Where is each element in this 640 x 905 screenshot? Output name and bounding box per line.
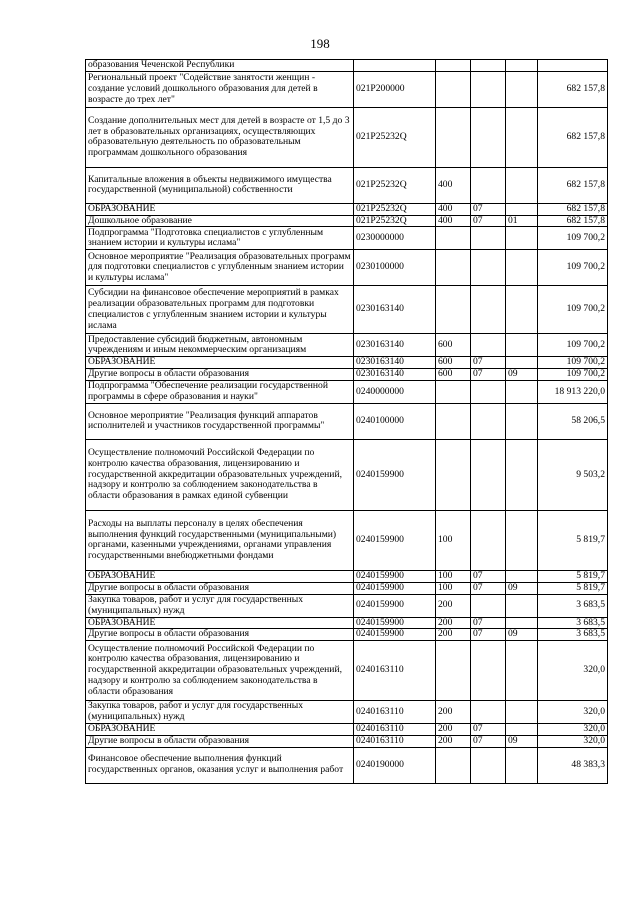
table-row bbox=[86, 369, 608, 381]
row-expense-type-cell: 200 bbox=[436, 629, 471, 641]
row-code-cell: 0240000000 bbox=[354, 380, 436, 403]
row-code-cell bbox=[354, 60, 436, 72]
row-section-cell bbox=[471, 594, 506, 617]
row-section-cell bbox=[471, 227, 506, 250]
row-subsection-cell bbox=[506, 227, 538, 250]
row-code-cell: 021P25232Q bbox=[354, 215, 436, 227]
row-subsection-cell bbox=[506, 747, 538, 783]
row-expense-type-cell bbox=[436, 250, 471, 286]
row-subsection-cell bbox=[506, 701, 538, 724]
row-subsection-cell bbox=[506, 594, 538, 617]
row-code-cell: 0230163140 bbox=[354, 357, 436, 369]
row-subsection-cell: 09 bbox=[506, 582, 538, 594]
row-subsection-cell bbox=[506, 380, 538, 403]
row-name-cell: Другие вопросы в области образования bbox=[86, 735, 354, 747]
row-code-cell: 0240163110 bbox=[354, 735, 436, 747]
row-subsection-cell bbox=[506, 334, 538, 357]
row-code-cell: 0240159900 bbox=[354, 617, 436, 629]
table-row bbox=[86, 617, 608, 629]
row-section-cell: 07 bbox=[471, 215, 506, 227]
row-section-cell bbox=[471, 380, 506, 403]
row-name-cell: Дошкольное образование bbox=[86, 215, 354, 227]
row-name-cell: ОБРАЗОВАНИЕ bbox=[86, 570, 354, 582]
row-name-cell: Финансовое обеспечение выполнения функций государственных органов, оказания услуг и выполнения работ bbox=[86, 747, 354, 783]
table-row bbox=[86, 570, 608, 582]
table-row bbox=[86, 510, 608, 570]
row-subsection-cell bbox=[506, 60, 538, 72]
row-code-cell: 0230163140 bbox=[354, 286, 436, 334]
row-name-cell: Осуществление полномочий Российской Федерации по контролю качества образования, лицензированию и государственной аккредитации образовательных учреждений, надзору и контролю за соблюдением законодательства в области образования в рамках единой субвенции bbox=[86, 439, 354, 510]
row-name-cell: Предоставление субсидий бюджетным, автономным учреждениям и иным некоммерческим организациям bbox=[86, 334, 354, 357]
row-expense-type-cell: 100 bbox=[436, 582, 471, 594]
row-section-cell: 07 bbox=[471, 724, 506, 736]
row-expense-type-cell bbox=[436, 403, 471, 439]
row-name-cell: ОБРАЗОВАНИЕ bbox=[86, 617, 354, 629]
row-code-cell: 0230100000 bbox=[354, 250, 436, 286]
table-row bbox=[86, 215, 608, 227]
row-amount-cell: 9 503,2 bbox=[538, 439, 608, 510]
row-subsection-cell bbox=[506, 403, 538, 439]
row-code-cell: 0240163110 bbox=[354, 724, 436, 736]
row-section-cell bbox=[471, 701, 506, 724]
row-amount-cell: 48 383,3 bbox=[538, 747, 608, 783]
table-row bbox=[86, 701, 608, 724]
row-name-cell: Региональный проект "Содействие занятости женщин - создание условий дошкольного образования для детей в возрасте до трех лет" bbox=[86, 71, 354, 107]
row-subsection-cell bbox=[506, 617, 538, 629]
row-name-cell: Закупка товаров, работ и услуг для государственных (муниципальных) нужд bbox=[86, 594, 354, 617]
row-expense-type-cell bbox=[436, 227, 471, 250]
row-subsection-cell: 09 bbox=[506, 629, 538, 641]
row-expense-type-cell: 400 bbox=[436, 167, 471, 203]
row-amount-cell: 109 700,2 bbox=[538, 369, 608, 381]
row-section-cell bbox=[471, 107, 506, 167]
row-expense-type-cell bbox=[436, 107, 471, 167]
row-section-cell: 07 bbox=[471, 357, 506, 369]
row-subsection-cell bbox=[506, 71, 538, 107]
table-row bbox=[86, 594, 608, 617]
row-expense-type-cell: 200 bbox=[436, 617, 471, 629]
table-row bbox=[86, 203, 608, 215]
row-name-cell: Другие вопросы в области образования bbox=[86, 629, 354, 641]
row-subsection-cell bbox=[506, 203, 538, 215]
table-row bbox=[86, 403, 608, 439]
row-section-cell bbox=[471, 167, 506, 203]
row-name-cell: образования Чеченской Республики bbox=[86, 60, 354, 72]
table-row bbox=[86, 735, 608, 747]
row-subsection-cell bbox=[506, 439, 538, 510]
row-section-cell bbox=[471, 641, 506, 701]
table-row bbox=[86, 357, 608, 369]
row-subsection-cell: 09 bbox=[506, 735, 538, 747]
row-expense-type-cell bbox=[436, 641, 471, 701]
row-section-cell bbox=[471, 403, 506, 439]
row-expense-type-cell bbox=[436, 439, 471, 510]
row-name-cell: Подпрограмма "Подготовка специалистов с углубленным знанием истории и культуры ислама" bbox=[86, 227, 354, 250]
row-amount-cell: 109 700,2 bbox=[538, 227, 608, 250]
row-code-cell: 0240159900 bbox=[354, 582, 436, 594]
row-code-cell: 0230163140 bbox=[354, 334, 436, 357]
table-row bbox=[86, 250, 608, 286]
row-amount-cell: 3 683,5 bbox=[538, 629, 608, 641]
row-amount-cell: 682 157,8 bbox=[538, 167, 608, 203]
row-name-cell: Субсидии на финансовое обеспечение мероприятий в рамках реализации образовательных программ для подготовки специалистов с углубленным знанием истории и культуры ислама bbox=[86, 286, 354, 334]
row-expense-type-cell: 200 bbox=[436, 701, 471, 724]
table-row bbox=[86, 286, 608, 334]
row-subsection-cell bbox=[506, 167, 538, 203]
row-amount-cell: 109 700,2 bbox=[538, 357, 608, 369]
row-subsection-cell bbox=[506, 724, 538, 736]
row-code-cell: 0230163140 bbox=[354, 369, 436, 381]
row-section-cell: 07 bbox=[471, 570, 506, 582]
row-amount-cell: 5 819,7 bbox=[538, 582, 608, 594]
row-name-cell: ОБРАЗОВАНИЕ bbox=[86, 357, 354, 369]
row-expense-type-cell: 100 bbox=[436, 510, 471, 570]
row-amount-cell: 3 683,5 bbox=[538, 617, 608, 629]
row-subsection-cell bbox=[506, 641, 538, 701]
table-row bbox=[86, 641, 608, 701]
row-amount-cell: 682 157,8 bbox=[538, 215, 608, 227]
table-row bbox=[86, 439, 608, 510]
table-row bbox=[86, 334, 608, 357]
row-name-cell: Расходы на выплаты персоналу в целях обеспечения выполнения функций государственными (муниципальными) органами, казенными учреждениями, органами управления государственными внебюджетными фондами bbox=[86, 510, 354, 570]
row-amount-cell: 682 157,8 bbox=[538, 203, 608, 215]
row-amount-cell: 109 700,2 bbox=[538, 286, 608, 334]
row-name-cell: ОБРАЗОВАНИЕ bbox=[86, 203, 354, 215]
row-expense-type-cell bbox=[436, 747, 471, 783]
row-amount-cell: 320,0 bbox=[538, 724, 608, 736]
budget-table bbox=[85, 59, 608, 784]
row-name-cell: Подпрограмма "Обеспечение реализации государственной программы в сфере образования и науки" bbox=[86, 380, 354, 403]
row-subsection-cell bbox=[506, 107, 538, 167]
row-name-cell: Осуществление полномочий Российской Федерации по контролю качества образования, лицензированию и государственной аккредитации образовательных учреждений, надзору и контролю за соблюдением законодательства в области образования bbox=[86, 641, 354, 701]
row-subsection-cell bbox=[506, 286, 538, 334]
row-expense-type-cell: 200 bbox=[436, 594, 471, 617]
row-code-cell: 0240159900 bbox=[354, 510, 436, 570]
row-section-cell: 07 bbox=[471, 629, 506, 641]
row-section-cell: 07 bbox=[471, 735, 506, 747]
row-expense-type-cell bbox=[436, 71, 471, 107]
row-amount-cell: 18 913 220,0 bbox=[538, 380, 608, 403]
row-section-cell bbox=[471, 286, 506, 334]
row-amount-cell: 682 157,8 bbox=[538, 107, 608, 167]
row-expense-type-cell: 600 bbox=[436, 334, 471, 357]
row-expense-type-cell: 600 bbox=[436, 369, 471, 381]
row-code-cell: 021P200000 bbox=[354, 71, 436, 107]
row-amount-cell: 5 819,7 bbox=[538, 510, 608, 570]
row-section-cell bbox=[471, 250, 506, 286]
row-subsection-cell: 01 bbox=[506, 215, 538, 227]
row-subsection-cell: 09 bbox=[506, 369, 538, 381]
row-expense-type-cell bbox=[436, 286, 471, 334]
row-section-cell bbox=[471, 439, 506, 510]
row-code-cell: 0240190000 bbox=[354, 747, 436, 783]
row-name-cell: Капитальные вложения в объекты недвижимого имущества государственной (муниципальной) собственности bbox=[86, 167, 354, 203]
table-row bbox=[86, 629, 608, 641]
budget-table-body bbox=[86, 60, 608, 784]
table-row bbox=[86, 380, 608, 403]
row-expense-type-cell: 200 bbox=[436, 735, 471, 747]
row-code-cell: 0240163110 bbox=[354, 701, 436, 724]
table-row bbox=[86, 71, 608, 107]
table-row bbox=[86, 582, 608, 594]
row-section-cell bbox=[471, 71, 506, 107]
row-expense-type-cell bbox=[436, 60, 471, 72]
row-amount-cell: 109 700,2 bbox=[538, 334, 608, 357]
row-name-cell: Создание дополнительных мест для детей в возрасте от 1,5 до 3 лет в образовательных организациях, осуществляющих образовательную деятельность по образовательным программам дошкольного образования bbox=[86, 107, 354, 167]
row-code-cell: 0240159900 bbox=[354, 439, 436, 510]
row-amount-cell: 58 206,5 bbox=[538, 403, 608, 439]
row-name-cell: Закупка товаров, работ и услуг для государственных (муниципальных) нужд bbox=[86, 701, 354, 724]
table-row bbox=[86, 724, 608, 736]
table-row bbox=[86, 227, 608, 250]
row-expense-type-cell: 400 bbox=[436, 203, 471, 215]
row-expense-type-cell: 600 bbox=[436, 357, 471, 369]
row-name-cell: Основное мероприятие "Реализация образовательных программ для подготовки специалистов с углубленным знанием истории и культуры ислама" bbox=[86, 250, 354, 286]
row-section-cell: 07 bbox=[471, 582, 506, 594]
row-section-cell: 07 bbox=[471, 617, 506, 629]
row-amount-cell: 320,0 bbox=[538, 735, 608, 747]
row-section-cell bbox=[471, 334, 506, 357]
row-amount-cell: 109 700,2 bbox=[538, 250, 608, 286]
row-amount-cell: 3 683,5 bbox=[538, 594, 608, 617]
row-amount-cell: 320,0 bbox=[538, 701, 608, 724]
row-expense-type-cell: 400 bbox=[436, 215, 471, 227]
row-code-cell: 021P25232Q bbox=[354, 203, 436, 215]
row-expense-type-cell: 100 bbox=[436, 570, 471, 582]
row-amount-cell: 320,0 bbox=[538, 641, 608, 701]
table-row bbox=[86, 167, 608, 203]
row-amount-cell bbox=[538, 60, 608, 72]
row-code-cell: 0240100000 bbox=[354, 403, 436, 439]
row-amount-cell: 682 157,8 bbox=[538, 71, 608, 107]
page-number: 198 bbox=[310, 36, 330, 51]
row-code-cell: 0230000000 bbox=[354, 227, 436, 250]
row-subsection-cell bbox=[506, 510, 538, 570]
row-name-cell: Основное мероприятие "Реализация функций аппаратов исполнителей и участников государственной программы" bbox=[86, 403, 354, 439]
row-section-cell: 07 bbox=[471, 203, 506, 215]
table-row bbox=[86, 107, 608, 167]
row-subsection-cell bbox=[506, 250, 538, 286]
row-subsection-cell bbox=[506, 357, 538, 369]
row-name-cell: ОБРАЗОВАНИЕ bbox=[86, 724, 354, 736]
row-subsection-cell bbox=[506, 570, 538, 582]
row-section-cell bbox=[471, 60, 506, 72]
row-code-cell: 0240159900 bbox=[354, 594, 436, 617]
row-code-cell: 0240163110 bbox=[354, 641, 436, 701]
table-row bbox=[86, 60, 608, 72]
row-code-cell: 021P25232Q bbox=[354, 107, 436, 167]
row-name-cell: Другие вопросы в области образования bbox=[86, 369, 354, 381]
row-section-cell: 07 bbox=[471, 369, 506, 381]
row-name-cell: Другие вопросы в области образования bbox=[86, 582, 354, 594]
row-section-cell bbox=[471, 510, 506, 570]
row-code-cell: 0240159900 bbox=[354, 570, 436, 582]
row-section-cell bbox=[471, 747, 506, 783]
row-expense-type-cell: 200 bbox=[436, 724, 471, 736]
row-code-cell: 021P25232Q bbox=[354, 167, 436, 203]
row-code-cell: 0240159900 bbox=[354, 629, 436, 641]
row-amount-cell: 5 819,7 bbox=[538, 570, 608, 582]
table-row bbox=[86, 747, 608, 783]
row-expense-type-cell bbox=[436, 380, 471, 403]
